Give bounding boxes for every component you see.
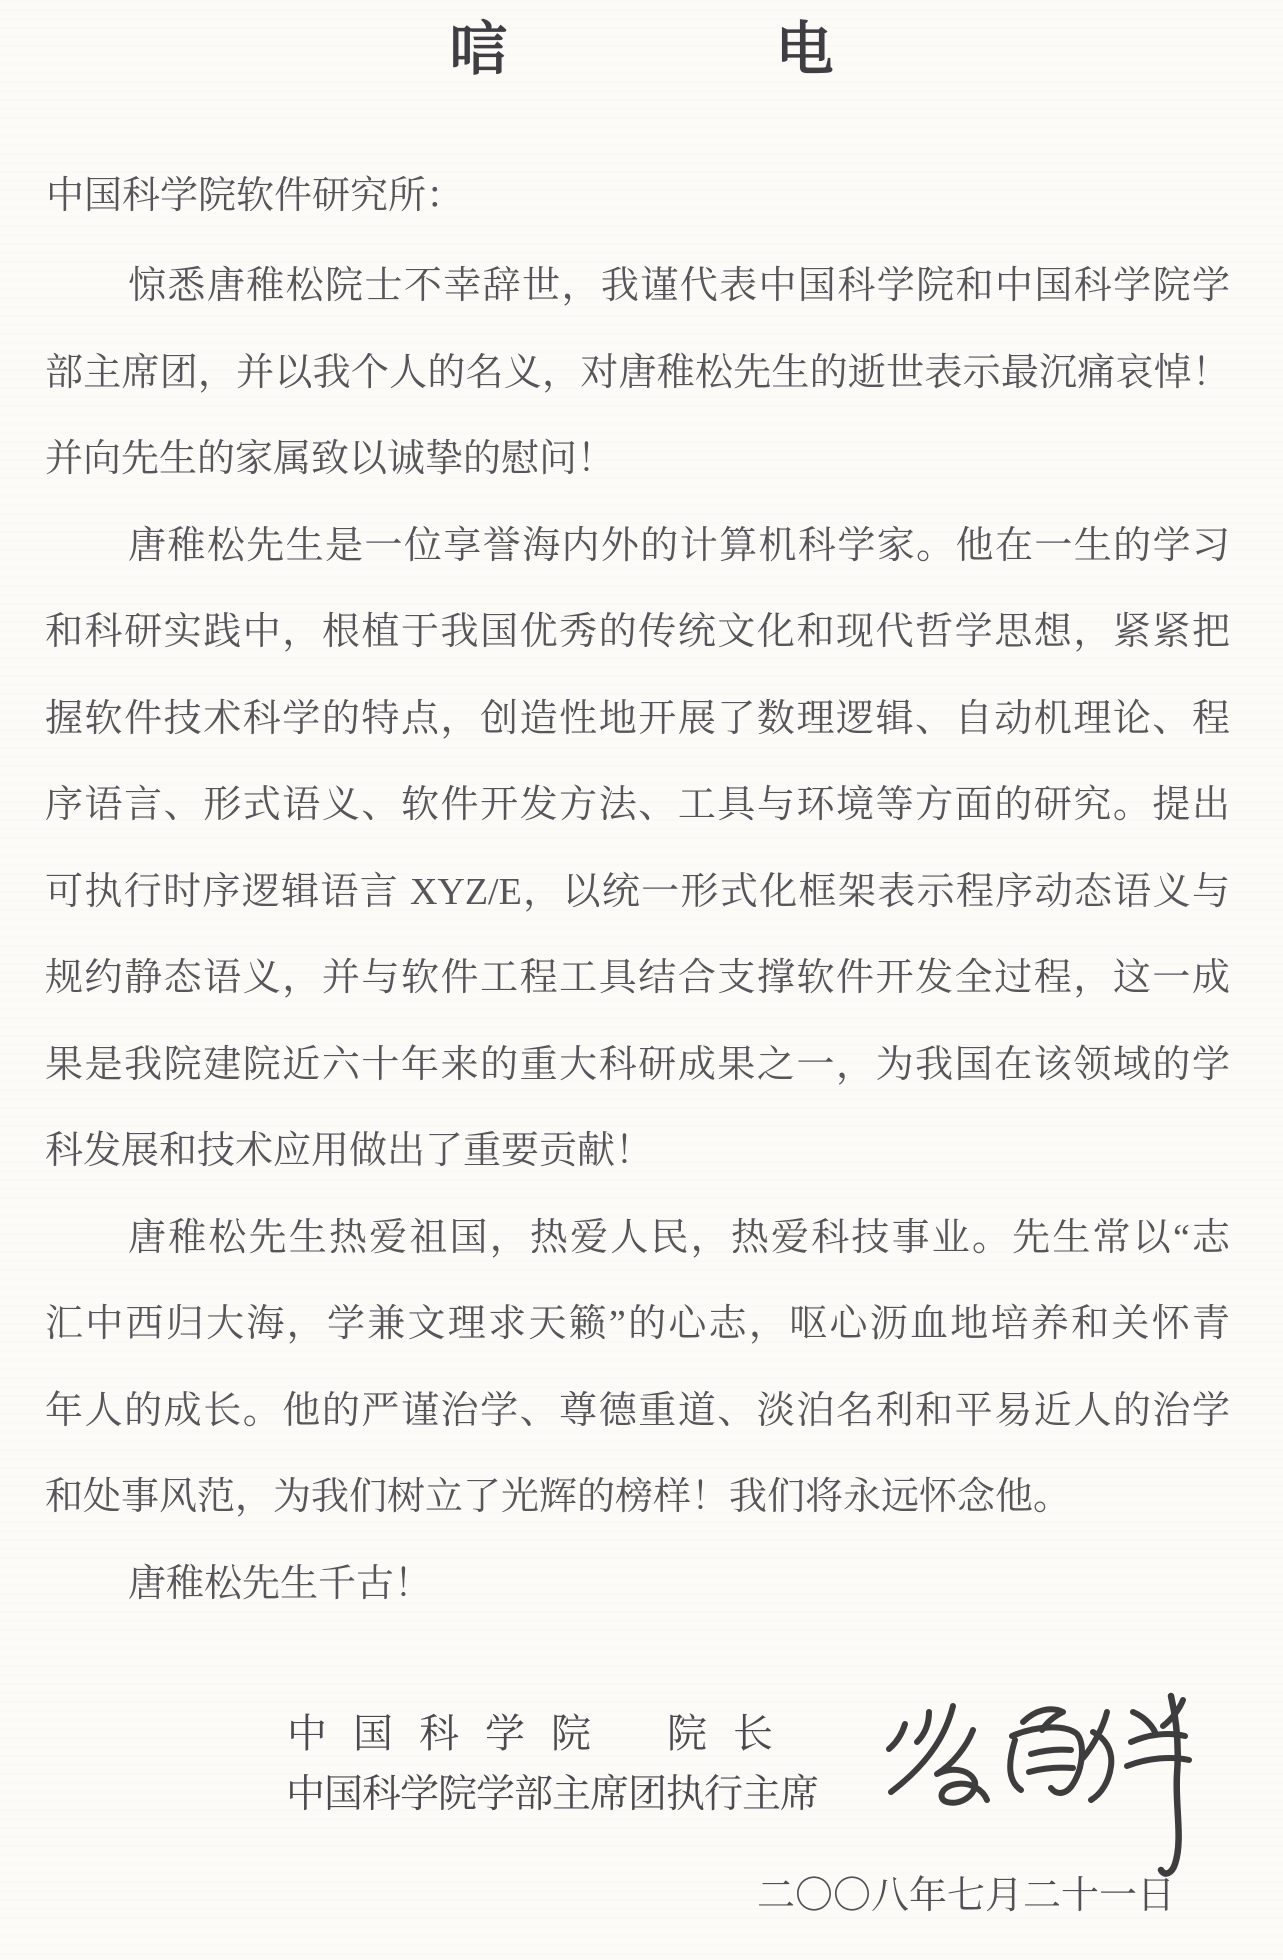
body-line: 唐稚松先生热爱祖国，热爱人民，热爱科技事业。先生常以“志	[128, 1216, 1230, 1259]
body-line: 可执行时序逻辑语言 XYZ/E，以统一形式化框架表示程序动态语义与	[45, 870, 1230, 913]
signature-handwriting	[845, 1682, 1245, 1887]
body-line: 唐稚松先生千古！	[128, 1562, 433, 1605]
signoff-role-line-1: 中国科学院 院长	[287, 1711, 799, 1756]
body-line: 和处事风范，为我们树立了光辉的榜样！我们将永远怀念他。	[45, 1476, 1072, 1518]
body-line: 年人的成长。他的严谨治学、尊德重道、淡泊名利和平易近人的治学	[45, 1389, 1230, 1432]
letter-body	[45, 243, 1230, 1627]
title-char-dian: 电	[775, 17, 834, 82]
body-line: 并向先生的家属致以诚挚的慰问！	[45, 438, 616, 480]
body-line: 果是我院建院近六十年来的重大科研成果之一，为我国在该领域的学	[45, 1043, 1230, 1086]
letter-title	[0, 6, 1283, 94]
body-line: 惊悉唐稚松院士不幸辞世，我谨代表中国科学院和中国科学院学	[128, 265, 1230, 307]
body-line: 唐稚松先生是一位享誉海内外的计算机科学家。他在一生的学习	[128, 524, 1230, 567]
body-line: 部主席团，并以我个人的名义，对唐稚松先生的逝世表示最沉痛哀悼！	[45, 351, 1230, 394]
body-line: 握软件技术科学的特点，创造性地开展了数理逻辑、自动机理论、程	[45, 697, 1230, 740]
title-char-yan: 唁	[449, 17, 508, 82]
body-line: 汇中西归大海，学兼文理求天籁”的心志，呕心沥血地培养和关怀青	[45, 1303, 1230, 1345]
recipient-line: 中国科学院软件研究所：	[46, 175, 465, 217]
body-line: 和科研实践中，根植于我国优秀的传统文化和现代哲学思想，紧紧把	[45, 611, 1230, 653]
body-line: 序语言、形式语义、软件开发方法、工具与环境等方面的研究。提出	[45, 784, 1230, 826]
body-line: 科发展和技术应用做出了重要贡献！	[45, 1130, 654, 1172]
body-line: 规约静态语义，并与软件工程工具结合支撑软件开发全过程，这一成	[45, 957, 1230, 999]
signoff-role-line-2: 中国科学院学部主席团执行主席	[286, 1773, 819, 1816]
date-line: 二〇〇八年七月二十一日	[757, 1875, 1176, 1917]
